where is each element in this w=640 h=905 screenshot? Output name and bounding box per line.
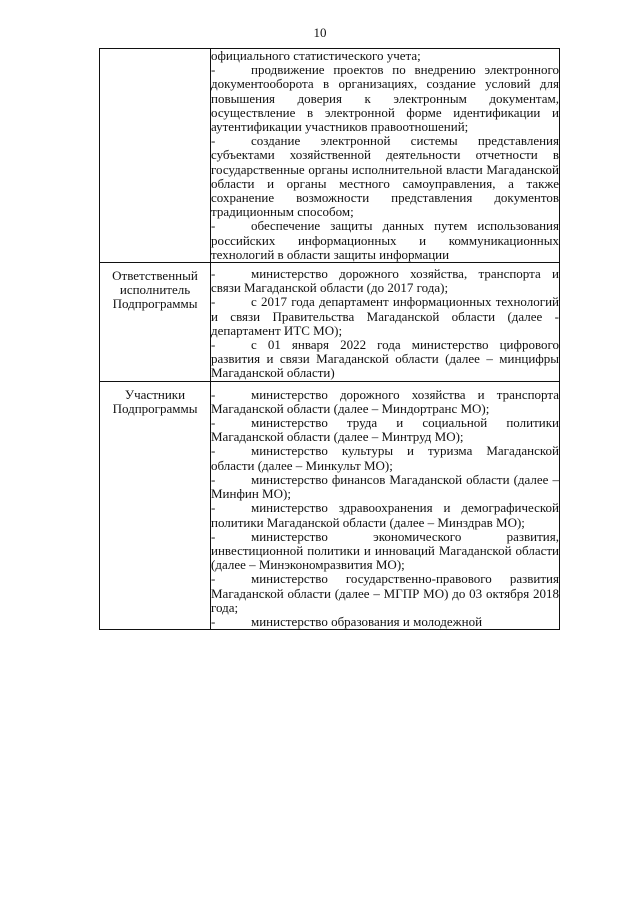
table-row [100,49,560,263]
row-label-cell [100,263,211,382]
row-content-cell [211,381,560,629]
list-item-text: министерство образования и молодежной [251,613,483,629]
row-label-line: Подпрограммы [112,400,198,416]
list-item [211,338,559,381]
list-item-text: обеспечение защиты данных путем использования российских информационных и коммуникационных технологий в области защиты информации [211,218,559,262]
list-item [211,295,559,338]
row-label-line: Подпрограммы [112,296,198,312]
table-row [100,263,560,382]
dash-marker: - [211,294,216,310]
table-row [100,381,560,629]
dash-marker: - [211,471,216,487]
list-item-text: с 2017 года департамент информационных технологий и связи Правительства Магаданской области (далее - департамент ИТС МО); [211,294,559,338]
dash-marker: - [211,337,216,353]
list-item-text: министерство государственно-правового развития Магаданской области (далее – МГПР МО) до 03 октября 2018 года; [211,571,559,615]
dash-marker: - [211,266,216,282]
page-number: 10 [313,25,327,40]
list-item-text: министерство культуры и туризма Магаданской области (далее – Минкульт МО); [211,443,559,473]
list-item-text: министерство финансов Магаданской области (далее – Минфин МО); [211,471,559,502]
list-item [211,219,559,262]
list-item [211,63,559,134]
list-item [211,267,559,295]
list-item-text: министерство дорожного хозяйства, транспорта и связи Магаданской области (до 2017 года); [211,266,559,296]
list-item-text: министерство дорожного хозяйства и транспорта Магаданской области (далее – Миндортранс МО); [211,386,559,416]
list-item-text: официального статистического учета; [211,48,421,63]
list-item [211,530,559,573]
dash-marker: - [211,386,216,402]
dash-marker: - [211,613,216,629]
list-item [211,444,559,472]
list-item [211,615,559,629]
dash-marker: - [211,218,216,234]
dash-marker: - [211,133,216,149]
list-item-text: министерство труда и социальной политики Магаданской области (далее – Минтруд МО); [211,415,559,445]
list-item [211,501,559,529]
row-label-line: Ответственный [112,268,198,284]
list-item-text: продвижение проектов по внедрению электронного документооборота в организациях, создание условий для повышения доверия к электронным документам, осуществление в электронной форме идентификации и аутентификации участников правоотношений; [211,62,559,135]
row-content-cell [211,49,560,263]
row-content-cell [211,263,560,382]
list-item-text: министерство здравоохранения и демографической политики Магаданской области (далее – Минздрав МО); [211,500,559,530]
list-item [211,572,559,615]
list-item [211,134,559,219]
dash-marker: - [211,500,216,516]
list-item [211,49,559,63]
row-label-cell [100,381,211,629]
dash-marker: - [211,443,216,459]
list-item-text: создание электронной системы представления субъектами хозяйственной деятельности отчетности в государственные органы исполнительной власти Магаданской области и органы местного самоуправления, а также сохранение возможности представления документов традиционным способом; [211,133,559,220]
list-item-text: с 01 января 2022 года министерство цифрового развития и связи Магаданской области (далее – минцифры Магаданской области) [211,337,559,381]
program-table [99,48,560,630]
list-item-text: министерство экономического развития, инвестиционной политики и инноваций Магаданской области (далее – Минэкономразвития МО); [211,528,559,573]
dash-marker: - [211,528,216,544]
list-item [211,388,559,416]
list-item [211,473,559,501]
dash-marker: - [211,571,216,587]
row-label-line: исполнитель [119,282,191,298]
list-item [211,416,559,444]
dash-marker: - [211,415,216,431]
row-label-line: Участники [124,386,186,402]
dash-marker: - [211,62,216,78]
row-label-cell [100,49,211,263]
